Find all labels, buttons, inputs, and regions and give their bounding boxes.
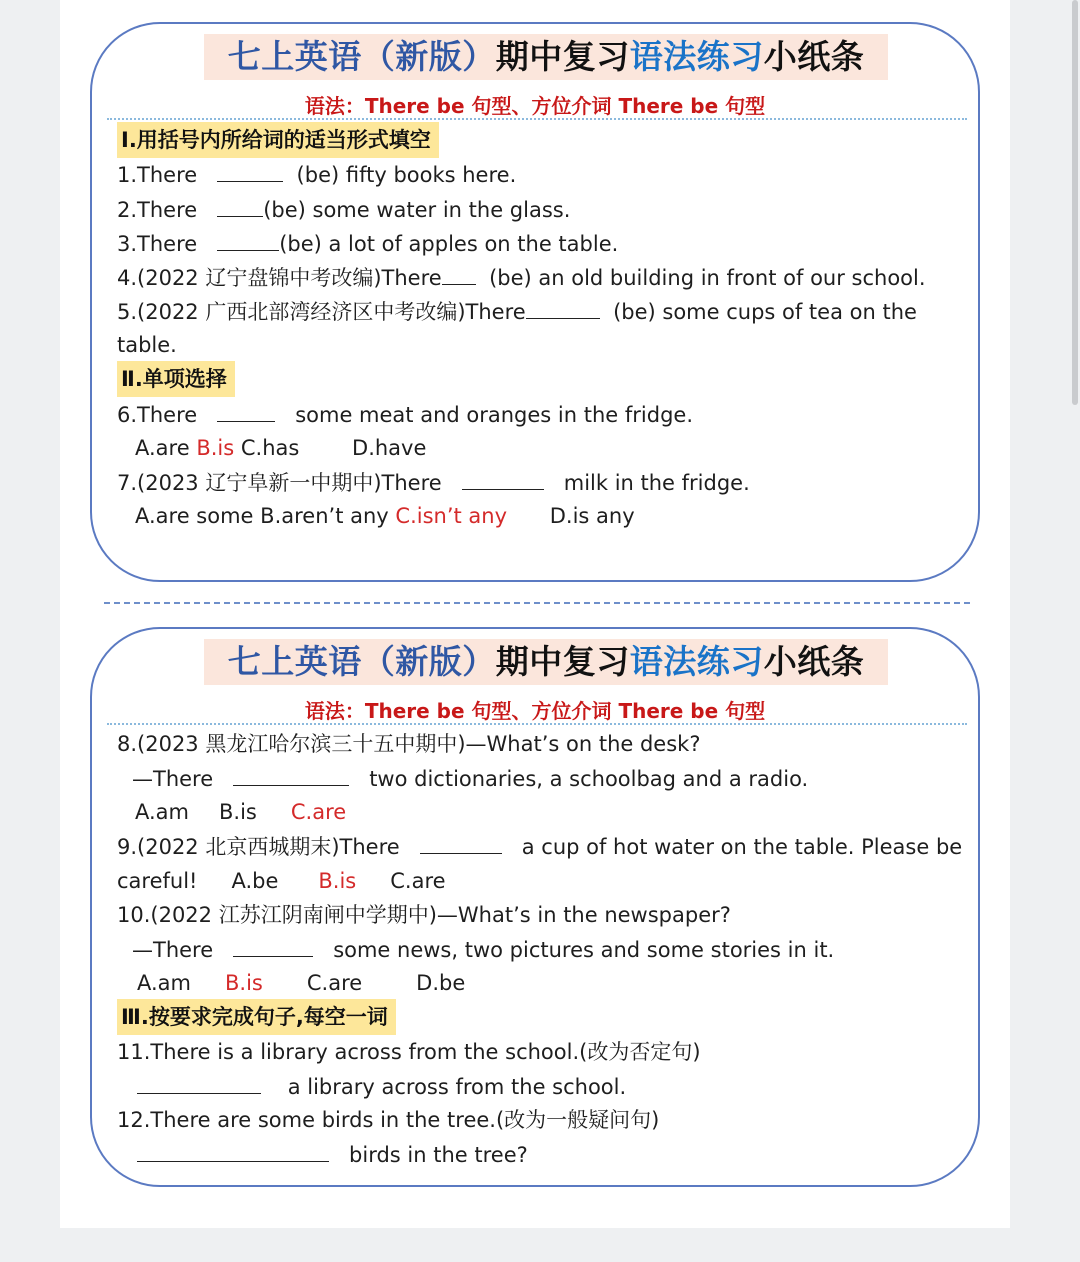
question-6-stem: 6.There: [117, 403, 198, 427]
section-heading-2: Ⅱ.单项选择: [117, 361, 235, 397]
option-c-correct: C.are: [290, 800, 347, 824]
option-d: D.is any: [549, 504, 635, 528]
question-10-reply: [132, 934, 834, 965]
title-part-1: 七上英语（新版）: [227, 642, 496, 681]
section-heading-3: Ⅲ.按要求完成句子,每空一词: [117, 999, 396, 1035]
question-6: [117, 399, 693, 430]
answer-blank[interactable]: [233, 763, 349, 786]
option-d: D.have: [352, 436, 427, 460]
option-a: A.are: [135, 436, 190, 460]
question-12-rest: birds in the tree?: [349, 1143, 528, 1167]
option-b-correct: B.is: [225, 971, 263, 995]
title-part-3: 语法练习: [629, 37, 764, 76]
question-10-reply-stem: —There: [132, 938, 214, 962]
dotted-divider: [107, 723, 967, 725]
question-5-rest: (be) some cups of tea on the: [613, 300, 917, 324]
answer-blank[interactable]: [442, 262, 476, 285]
question-7-rest: milk in the fridge.: [563, 471, 750, 495]
question-2-rest: (be) some water in the glass.: [263, 198, 571, 222]
answer-blank[interactable]: [217, 159, 283, 182]
title-part-2: 期中复习: [495, 37, 630, 76]
title-part-4: 小纸条: [763, 642, 865, 681]
question-9-options: [117, 866, 446, 896]
question-10-options: [137, 968, 465, 998]
question-5-continuation: table.: [117, 333, 177, 357]
question-2-stem: 2.There: [117, 198, 198, 222]
option-a: A.are some: [135, 504, 254, 528]
question-4-rest: (be) an old building in front of our school.: [489, 266, 926, 290]
option-b-correct: B.is: [318, 869, 357, 893]
title-part-4: 小纸条: [763, 37, 865, 76]
question-9-stem: 9.(2022 北京西城期末)There: [117, 835, 400, 859]
question-11: 11.There is a library across from the school.(改为否定句): [117, 1040, 701, 1064]
question-9-rest: a cup of hot water on the table. Please be: [521, 835, 963, 859]
option-b-correct: B.is: [196, 436, 235, 460]
option-d: D.be: [416, 971, 466, 995]
question-8-reply-stem: —There: [132, 767, 214, 791]
question-7-stem: 7.(2023 辽宁阜新一中期中)There: [117, 471, 442, 495]
card-title: [204, 639, 888, 685]
question-4-stem: 4.(2022 辽宁盘锦中考改编)There: [117, 266, 442, 290]
option-c-correct: C.isn’t any: [395, 504, 508, 528]
question-12-answer: [137, 1139, 528, 1170]
question-12: 12.There are some birds in the tree.(改为一般疑问句): [117, 1108, 660, 1132]
answer-blank[interactable]: [137, 1071, 261, 1094]
title-part-3: 语法练习: [629, 642, 764, 681]
answer-blank[interactable]: [217, 194, 263, 217]
question-6-options: [135, 433, 426, 463]
card-title: [204, 34, 888, 80]
option-a: A.be: [231, 869, 279, 893]
question-9-continuation: careful!: [117, 869, 198, 893]
answer-blank[interactable]: [462, 467, 544, 490]
cut-line: [104, 602, 970, 604]
dotted-divider: [107, 118, 967, 120]
question-3-rest: (be) a lot of apples on the table.: [279, 232, 619, 256]
question-3-stem: 3.There: [117, 232, 198, 256]
question-5-stem: 5.(2022 广西北部湾经济区中考改编)There: [117, 300, 526, 324]
answer-blank[interactable]: [137, 1139, 329, 1162]
question-11-rest: a library across from the school.: [287, 1075, 627, 1099]
question-2: [117, 194, 570, 225]
option-b: B.is: [219, 800, 257, 824]
title-part-2: 期中复习: [495, 642, 630, 681]
scrollbar[interactable]: [1072, 0, 1078, 405]
grammar-subtitle: 语法：There be 句型、方位介词 There be 句型: [304, 699, 766, 723]
answer-blank[interactable]: [420, 831, 502, 854]
question-7-options: [135, 501, 635, 531]
question-4: [117, 262, 926, 293]
section-heading-1: Ⅰ.用括号内所给词的适当形式填空: [117, 122, 439, 158]
answer-blank[interactable]: [217, 399, 275, 422]
option-c: C.are: [306, 971, 363, 995]
question-3: [117, 228, 618, 259]
question-1-rest: (be) fifty books here.: [296, 163, 517, 187]
question-10-reply-rest: some news, two pictures and some stories in it.: [333, 938, 835, 962]
worksheet-card-2: [90, 627, 980, 1187]
grammar-subtitle: 语法：There be 句型、方位介词 There be 句型: [304, 94, 766, 118]
answer-blank[interactable]: [217, 228, 279, 251]
question-9: [117, 831, 962, 862]
answer-blank[interactable]: [526, 296, 600, 319]
option-a: A.am: [135, 800, 189, 824]
option-a: A.am: [137, 971, 191, 995]
question-8: 8.(2023 黑龙江哈尔滨三十五中期中)—What’s on the desk?: [117, 732, 701, 756]
question-1-stem: 1.There: [117, 163, 198, 187]
option-c: C.are: [390, 869, 446, 893]
question-6-rest: some meat and oranges in the fridge.: [295, 403, 693, 427]
question-10: 10.(2022 江苏江阴南闸中学期中)—What’s in the newspaper?: [117, 903, 731, 927]
question-8-reply-rest: two dictionaries, a schoolbag and a radio.: [369, 767, 809, 791]
question-11-answer: [137, 1071, 626, 1102]
question-8-options: [135, 797, 346, 827]
answer-blank[interactable]: [233, 934, 313, 957]
title-part-1: 七上英语（新版）: [227, 37, 496, 76]
question-1: [117, 159, 516, 190]
worksheet-card-1: [90, 22, 980, 582]
option-b: B.aren’t any: [260, 504, 389, 528]
question-7: [117, 467, 750, 498]
question-5: [117, 296, 917, 327]
question-8-reply: [132, 763, 808, 794]
option-c: C.has: [240, 436, 300, 460]
